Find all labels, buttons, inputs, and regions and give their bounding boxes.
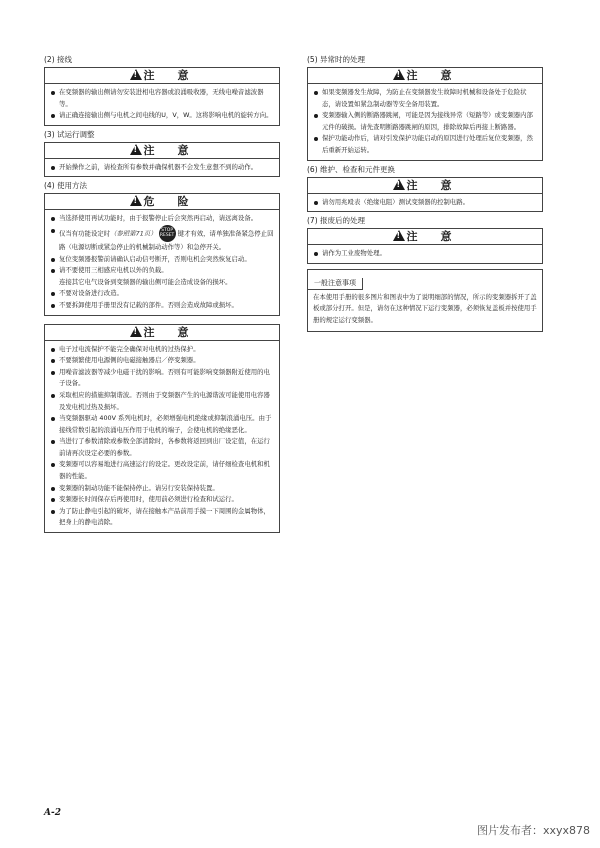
page-number: A-2	[44, 808, 61, 818]
list-item: 不要拆卸使用手册里没有记载的部件。否则会造成故障或损坏。	[50, 300, 274, 312]
list-item: 变频器的制动功能不能保持停止。请另行安装保持装置。	[50, 483, 274, 495]
section-title-trial: (3) 试运行调整	[44, 129, 95, 139]
list-item: 为了防止静电引起的破坏，请在接触本产品前用手摸一下周围的金属物体，把身上的静电消除。	[50, 506, 274, 529]
maintenance-caution-box	[307, 177, 543, 213]
section-title-maintenance: (6) 维护、检查和元件更换	[307, 164, 396, 174]
page-reference: （参照第71页）	[110, 229, 157, 238]
general-notes-text: 在本使用手册的很多图片和图表中为了说明细部的情况，所示的变频器拆开了盖板或部分打开。但是，请勿在这种情况下运行变频器，必须恢复盖板并按使用手册的规定运行变频器。	[313, 292, 537, 324]
right-column	[307, 52, 543, 332]
list-item: 仅当有功能设定时（参照第71页） STOP RESET 键才有效，请单独准备紧急停止回路（电源切断或紧急停止的机械制动动作等）和急停开关。	[50, 225, 274, 254]
list-item: 如果变频器发生故障，为防止在变频器发生故障时机械和设备处于危险状态，请设置如紧急制动器等安全备用装置。	[313, 87, 537, 110]
list-item: 保护功能动作后，请对引发保护功能启动的原因进行处理后复位变频器，然后重新开始运转。	[313, 133, 537, 156]
warning-triangle-icon	[130, 144, 142, 155]
list-item: 当变频器驱动 400V 系列电机时，必须增强电机绝缘或抑制浪涌电压。由于接线常数引起的浪涌电压作用于电机的端子，会使电机的绝缘恶化。	[50, 413, 274, 436]
warning-triangle-icon	[393, 179, 405, 190]
abnormal-caution-box	[307, 67, 543, 161]
list-item: 当进行了参数清除或参数全部清除时，各参数将返回到出厂设定值，在运行前请再次设定必要的参数。	[50, 436, 274, 459]
usage-danger-box	[44, 193, 280, 315]
caution-heading: !注 意	[45, 143, 279, 159]
list-item: 请正确连接输出侧与电机之间电线的U，V，W。这将影响电机的旋转方向。	[50, 110, 274, 122]
list-item: 请作为工业废物处理。	[313, 248, 537, 260]
caution-heading: !注 意	[308, 229, 542, 245]
warning-triangle-icon	[130, 69, 142, 80]
section-title-disposal: (7) 报废后的处理	[307, 216, 366, 226]
section-title-abnormal: (5) 异常时的处理	[307, 55, 366, 64]
list-item: 变频器长时间保存后再使用时，使用前必须进行检查和试运行。	[50, 494, 274, 506]
section-title-wiring: (2) 接线	[44, 55, 73, 64]
list-item-continuation: 连接其它电气设备到变频器的输出侧可能会造成设备的损坏。	[59, 277, 232, 286]
wiring-caution-box	[44, 67, 280, 126]
general-notes-box	[307, 269, 543, 332]
list-item: 电子过电流保护不能完全确保对电机的过热保护。	[50, 344, 274, 356]
caution-heading: !注 意	[308, 68, 542, 84]
list-item: 不要对设备进行改造。	[50, 288, 274, 300]
list-item: 复位变频器报警前请确认启动信号断开，否则电机会突然恢复启动。	[50, 254, 274, 266]
caution-heading: !注 意	[45, 325, 279, 341]
danger-heading: !危 险	[45, 194, 279, 210]
caution-heading: !注 意	[45, 68, 279, 84]
list-item: 在变频器的输出侧请勿安装进相电容器或浪涌吸收器，无线电噪音滤波器等。	[50, 87, 274, 110]
general-caution-box	[44, 324, 280, 534]
trial-caution-box	[44, 142, 280, 178]
warning-triangle-icon	[130, 326, 142, 337]
warning-triangle-icon	[393, 230, 405, 241]
general-notes-heading: 一般注意事项	[308, 278, 363, 290]
list-item: 变频器输入侧的断路器跳闸，可能是因为接线异常（短路等）或变频器内部元件的破损。请先查明断路器跳闸的原因，排除故障后再接上断路器。	[313, 110, 537, 133]
caution-heading: !注 意	[308, 178, 542, 194]
list-item: 开始操作之前，请检查所有参数并确保机器不会发生意想不到的动作。	[50, 162, 274, 174]
disposal-caution-box	[307, 228, 543, 264]
publisher-watermark: 图片发布者：xxyx878	[476, 824, 590, 837]
list-item: 变频器可以容易地进行高速运行的设定。更改设定前，请仔细检查电机和机器的性能。	[50, 459, 274, 482]
list-item: 当选择使用再试功能时，由于报警停止后会突然再启动，请远离设备。	[50, 213, 274, 225]
section-title-usage: (4) 使用方法	[44, 181, 88, 191]
warning-triangle-icon	[130, 195, 142, 206]
warning-triangle-icon	[393, 69, 405, 80]
list-item: 请不要使用三相感应电机以外的负载。	[50, 265, 274, 277]
list-item: 请勿用兆殴表（绝缘电阻）测试变频器的控制电路。	[313, 197, 537, 209]
left-column	[44, 52, 280, 536]
list-item: 不要频繁使用电源侧的电磁接触器启／停变频器。	[50, 355, 274, 367]
list-item: 采取相应的措施抑制谐波。否则由于变频器产生的电源谐波可能使用电容器及发电机过热及损坏。	[50, 390, 274, 413]
stop-reset-key-icon: STOP RESET	[159, 225, 176, 242]
list-item: 用噪音滤波器等减少电磁干扰的影响。否则有可能影响变频器附近使用的电子设备。	[50, 367, 274, 390]
